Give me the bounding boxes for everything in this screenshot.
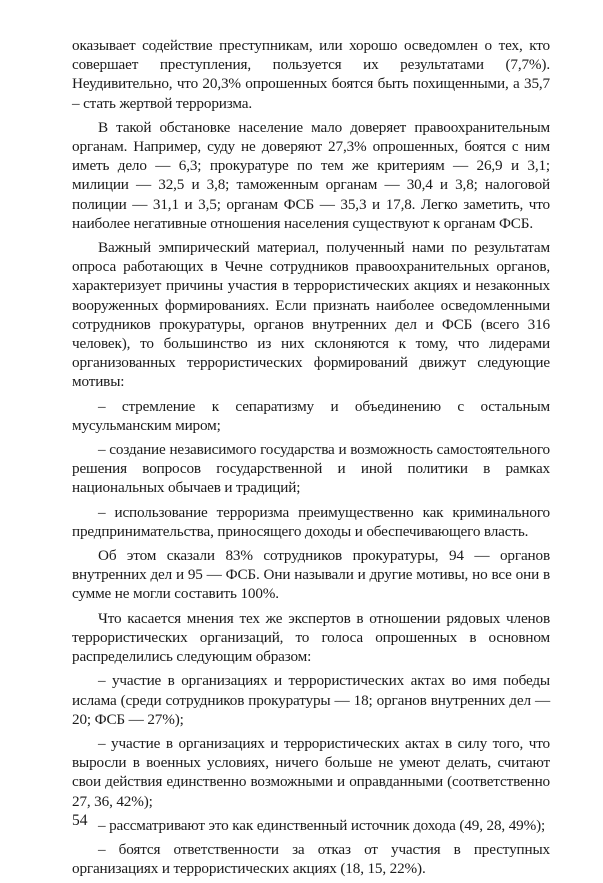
paragraph-empirical-material: Важный эмпирический материал, полученный нами по результатам опроса работающих в Чечне сотрудников правоохранительных органов, характеризует причины участия в террористических акциях и незаконных вооруженных формированиях. Если признать наиболее осведомленными сотрудников прокуратуры, органов внутренних дел и ФСБ (всего 316 человек), то большинство из них склоняются к тому, что лидерами организованных террористических формирований движут следующие мотивы: xyxy=(72,239,550,391)
list-item-separatism: – стремление к сепаратизму и объединению с остальным мусульманским миром; xyxy=(72,397,550,434)
list-item-independent-state: – создание независимого государства и возможность самостоятельного решения вопросов государственной и иной политики в рамках национальных обычаев и традиций; xyxy=(72,441,550,497)
list-item-source-of-income: – рассматривают это как единственный источник дохода (49, 28, 49%); xyxy=(98,816,546,834)
list-item-victory-of-islam: – участие в организациях и террористических актах во имя победы ислама (среди сотрудников прокуратуры — 18; органов внутренних дел — 20; ФСБ — 27%); xyxy=(72,672,550,728)
list-item-war-conditions: – участие в организациях и террористических актах в силу того, что выросли в военных условиях, ничего больше не умеют делать, считают свои действия единственно возможными и оправданными (соответственно 27, 36, 42%); xyxy=(72,734,550,810)
paragraph-continuation: оказывает содействие преступникам, или хорошо осведомлен о тех, кто совершает преступления, пользуется их результатами (7,7%). Неудивительно, что 20,3% опрошенных боятся быть похищенными, а 35,7 – стать жертвой терроризма. xyxy=(72,37,550,112)
list-item-fear-of-responsibility: – боятся ответственности за отказ от участия в преступных организациях и террористических акциях (18, 15, 22%). xyxy=(72,840,550,878)
list-item-criminal-enterprise: – использование терроризма преимущественно как криминального предпринимательства, приносящего доходы и обеспечивающего власть. xyxy=(72,503,550,540)
page-body-text xyxy=(72,36,550,883)
page-number: 54 xyxy=(72,812,88,829)
paragraph-survey-percentages: Об этом сказали 83% сотрудников прокуратуры, 94 — органов внутренних дел и 95 — ФСБ. Они называли и другие мотивы, но все они в сумме не могли составить 100%. xyxy=(72,547,550,603)
paragraph-rank-and-file: Что касается мнения тех же экспертов в отношении рядовых членов террористических организаций, то голоса опрошенных в основном распределились следующим образом: xyxy=(72,609,550,666)
paragraph-trust-in-agencies: В такой обстановке население мало доверяет правоохранительным органам. Например, суду не доверяют 27,3% опрошенных, боятся с ним иметь дело — 6,3; прокуратуре по тем же критериям — 26,9 и 3,1; милиции — 32,5 и 3,8; таможенным органам — 30,4 и 3,8; налоговой полиции — 31,1 и 3,5; органам ФСБ — 35,3 и 17,8. Легко заметить, что наиболее негативные отношения населения существуют к органам ФСБ. xyxy=(72,118,550,232)
